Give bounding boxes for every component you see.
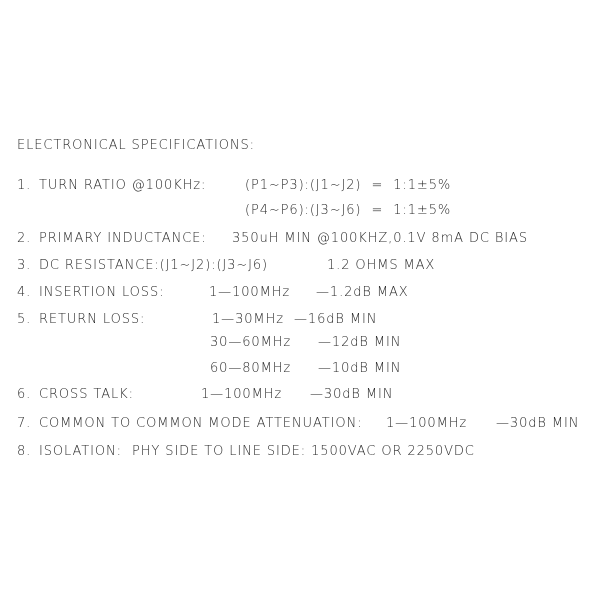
spec-heading: ELECTRONICAL SPECIFICATIONS: bbox=[17, 138, 255, 153]
item-8-number: 8. bbox=[17, 444, 32, 459]
item-6-frequency: 1—100MHz bbox=[201, 387, 283, 402]
item-7-number: 7. bbox=[17, 416, 32, 431]
item-5-number: 5. bbox=[17, 312, 32, 327]
item-8-label: ISOLATION: bbox=[39, 444, 122, 459]
item-8-value: PHY SIDE TO LINE SIDE: 1500VAC OR 2250VDC bbox=[132, 444, 475, 459]
item-4-value: —1.2dB MAX bbox=[316, 285, 409, 300]
item-2-value: 350uH MIN @100KHZ,0.1V 8mA DC BIAS bbox=[232, 231, 528, 246]
item-7-value: —30dB MIN bbox=[496, 416, 580, 431]
item-1-line-1: (P1~P3):(J1~J2) = 1:1±5% bbox=[245, 178, 452, 193]
item-3-value: 1.2 OHMS MAX bbox=[327, 258, 436, 273]
item-4-label: INSERTION LOSS: bbox=[39, 285, 165, 300]
item-4-frequency: 1—100MHz bbox=[209, 285, 291, 300]
item-6-label: CROSS TALK: bbox=[39, 387, 134, 402]
item-6-number: 6. bbox=[17, 387, 32, 402]
item-3-label: DC RESISTANCE:(J1~J2):(J3~J6) bbox=[39, 258, 268, 273]
item-3-number: 3. bbox=[17, 258, 32, 273]
item-7-frequency: 1—100MHz bbox=[386, 416, 468, 431]
item-5-row-1-frequency: 1—30MHz bbox=[212, 312, 284, 327]
item-5-row-2-frequency: 30—60MHz bbox=[210, 335, 292, 350]
item-5-row-2-value: —12dB MIN bbox=[318, 335, 402, 350]
item-1-number: 1. bbox=[17, 178, 32, 193]
item-5-row-3-frequency: 60—80MHz bbox=[210, 361, 292, 376]
item-5-row-3-value: —10dB MIN bbox=[318, 361, 402, 376]
item-5-row-1-value: —16dB MIN bbox=[294, 312, 378, 327]
item-1-label: TURN RATIO @100KHz: bbox=[39, 178, 207, 193]
item-2-label: PRIMARY INDUCTANCE: bbox=[39, 231, 207, 246]
item-1-line-2: (P4~P6):(J3~J6) = 1:1±5% bbox=[245, 203, 452, 218]
item-6-value: —30dB MIN bbox=[310, 387, 394, 402]
item-4-number: 4. bbox=[17, 285, 32, 300]
item-5-label: RETURN LOSS: bbox=[39, 312, 146, 327]
item-7-label: COMMON TO COMMON MODE ATTENUATION: bbox=[39, 416, 363, 431]
item-2-number: 2. bbox=[17, 231, 32, 246]
